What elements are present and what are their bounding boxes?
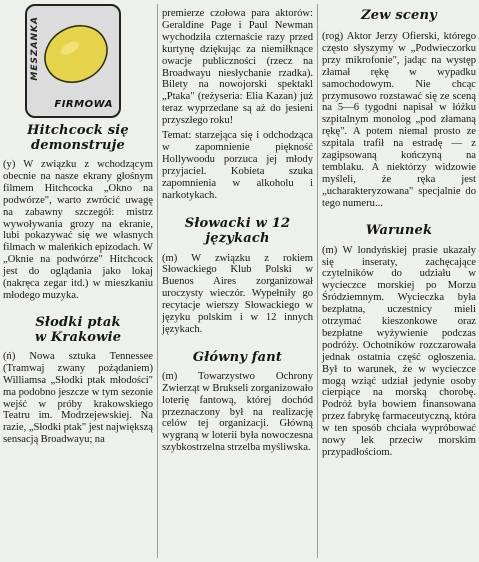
article-hitchcock: (y) W związku z wchodzącym obecnie na nasze ekrany głośnym filmem Hitchcocka „Okno na podwórze", warto zwrócić uwagę na zabawny szczegół: mistrz wywoływania grozy na ekranie, lubi pokazywać się we własnych filmach w maleńkich epizodach. W „Oknie na podwórze" Hitchcock jest do oglądania jako lokaj (nakręca zegar itd.) w mieszkaniu młodego muzyka. bbox=[3, 159, 153, 301]
column-divider bbox=[157, 4, 158, 558]
article-slodki-ptak: (ń) Nowa sztuka Tennessee (Tramwaj zwany pożądaniem) Williamsa „Słodki ptak młodości" ma podobno jeszcze w tym sezonie wejść w próby krakowskiego Teatru im. Modrzejewskiej. Na razie, „Słodki ptak" jest największą sensacją Broadwayu; na bbox=[3, 350, 153, 446]
headline-glowny-fant: Główny fant bbox=[192, 349, 283, 365]
headline-zew-sceny: Zew sceny bbox=[361, 8, 437, 23]
headline-hitchcock: Hitchcock się demonstruje bbox=[27, 123, 129, 153]
column-1 bbox=[3, 0, 153, 446]
column-2 bbox=[162, 0, 313, 454]
logo-word: FIRMOWA bbox=[54, 99, 113, 110]
column-3 bbox=[322, 0, 476, 459]
headline-warunek: Warunek bbox=[365, 222, 433, 238]
article-slowacki: (m) W związku z rokiem Słowackiego Klub Polski w Buenos Aires zorganizował uroczysty wieczór. Wypełniły go recytacje wierszy Słowackiego w języku polskim i w 12 innych językach. bbox=[162, 252, 313, 335]
headline-slodki-ptak: Słodki ptak w Krakowie bbox=[34, 314, 122, 345]
article-zew-sceny: (rog) Aktor Jerzy Ofierski, którego często słyszymy w „Podwieczorku przy mikrofonie", jadąc na występ złamał rękę w wypadku samochodowym. Nie chcąc przymusowo rozstawać się ze sceną na 5—6 tygodni napisał w łóżku szpitalnym monolog „pod złamaną rękę". A potem niemal prosto ze szpitala trafił na estradę — z zagipsowaną kończyną na temblaku. A niektórzy widzowie myśleli, że ręka jest „ucharakteryzowana" specjalnie do tego numeru... bbox=[322, 31, 476, 209]
article-glowny-fant: (m) Towarzystwo Ochrony Zwierząt w Brukseli zorganizowało loterię fantową, której dochód przeznaczony był na realizację celów tej organizacji. Główną wygraną w loterii była nowoczesna szybkostrzelna strzelba myśliwska. bbox=[162, 370, 313, 454]
mieszanka-firmowa-logo bbox=[25, 4, 121, 118]
article-warunek: (m) W londyńskiej prasie ukazały się inseraty, zachęcające czytelników do udziału w wycieczce morskiej po Morzu Śródziemnym. Wycieczka była bezpłatna, uczestnicy mieli otrzymać kieszonkowe oraz bezpłatne wyżywienie podczas podróży. Ochotników rozczarowała jednak ostatnia część ogłoszenia. Był to warunek, że w wycieczce mogą wziąć udział jedynie osoby cierpiące na morską chorobę. Podróż była bowiem finansowana przez fabrykę farmaceutyczną, która w ten sposób chciała wypróbować nowy lek przeciw morskim przypadłościom. bbox=[322, 244, 476, 458]
column-divider bbox=[317, 4, 318, 558]
headline-slowacki: Słowacki w 12 językach bbox=[184, 215, 291, 246]
article-slodki-ptak-continued: premierze czołowa para aktorów: Geraldine Page i Paul Newman wychodziła czternaście razy przed kurtynę dziękując za niemiłknące owacje publiczności (rzecz na Broadwayu niesłychanie rzadka). Bilety na nowojorski spektakl „Ptaka" (reżyseria: Elia Kazan) już teraz wyprzedane są aż do jesieni przyszłego roku! bbox=[162, 8, 313, 127]
article-theme-note: Temat: starzejąca się i odchodząca w zapomnienie piękność Hollywoodu porzuca jej młody przyjaciel. Kobieta szuka zapomnienia w alkoholu i narkotykach. bbox=[162, 130, 313, 201]
logo-side-text: MESZANKA bbox=[30, 16, 40, 81]
